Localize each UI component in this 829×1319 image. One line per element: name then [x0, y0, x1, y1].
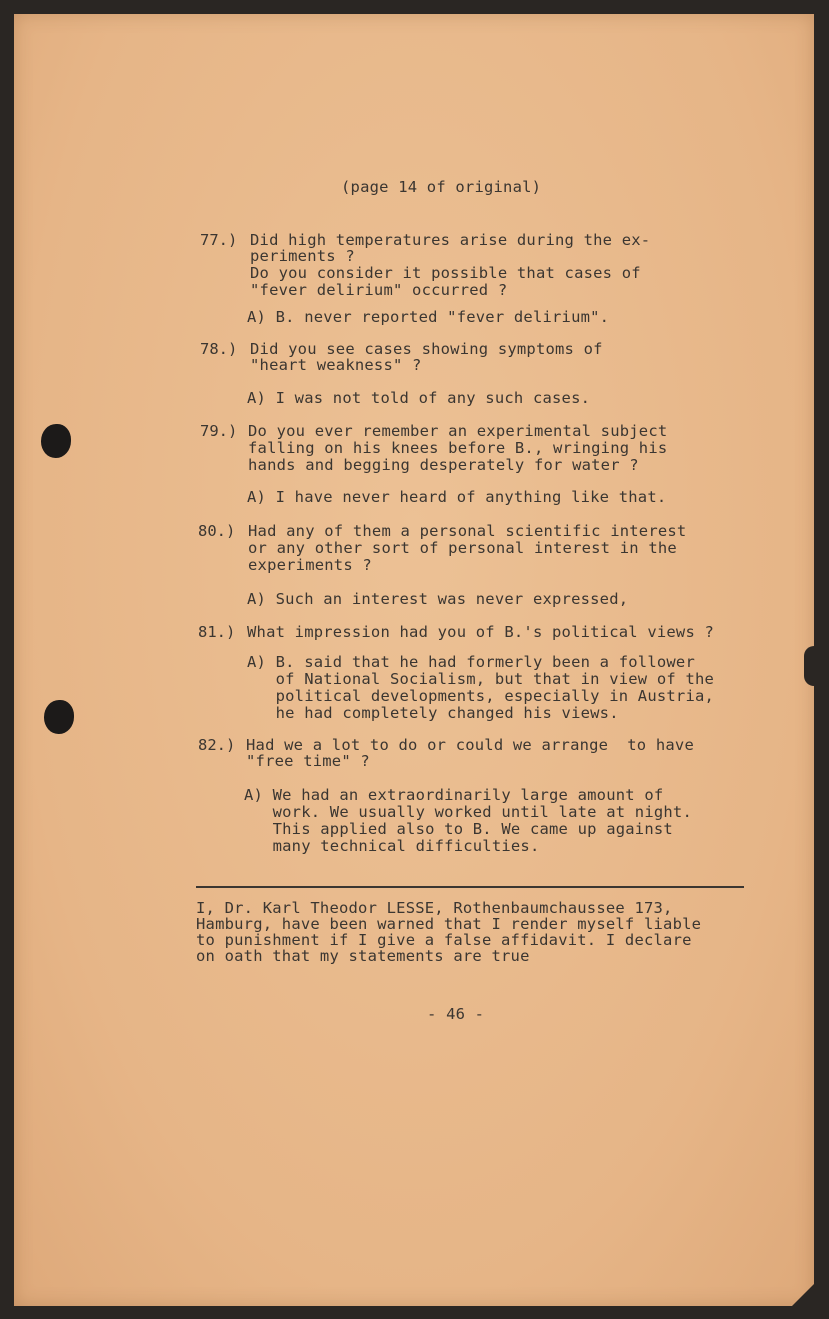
- question-line: experiments ?: [248, 556, 372, 574]
- answer-line: political developments, especially in Austria,: [247, 687, 715, 705]
- answer-line: he had completely changed his views.: [247, 704, 619, 722]
- punch-hole-top: [41, 424, 71, 458]
- question-line: Did high temperatures arise during the ex-: [250, 231, 651, 249]
- question-line: hands and begging desperately for water ?: [248, 456, 639, 474]
- question-line: Had we a lot to do or could we arrange to have: [246, 736, 694, 754]
- question-number: 79.): [200, 422, 238, 440]
- question-line: "fever delirium" occurred ?: [250, 281, 508, 299]
- question-number: 81.): [198, 623, 236, 641]
- question-line: "heart weakness" ?: [250, 356, 422, 374]
- affidavit-line: Hamburg, have been warned that I render myself liable: [196, 915, 702, 933]
- answer-line: A) I was not told of any such cases.: [247, 389, 591, 407]
- answer-line: work. We usually worked until late at night.: [244, 803, 692, 821]
- answer-line: A) Such an interest was never expressed,: [247, 590, 629, 608]
- question-line: "free time" ?: [246, 752, 370, 770]
- answer-line: A) B. said that he had formerly been a follower: [247, 653, 695, 671]
- question-line: Had any of them a personal scientific interest: [248, 522, 687, 540]
- question-line: Do you ever remember an experimental subject: [248, 422, 668, 440]
- affidavit-line: I, Dr. Karl Theodor LESSE, Rothenbaumchaussee 173,: [196, 899, 673, 917]
- answer-line: many technical difficulties.: [244, 837, 540, 855]
- answer-line: A) B. never reported "fever delirium".: [247, 308, 610, 326]
- answer-line: A) I have never heard of anything like that.: [247, 488, 667, 506]
- page-number: - 46 -: [427, 1005, 485, 1023]
- question-number: 80.): [198, 522, 236, 540]
- question-number: 78.): [200, 340, 238, 358]
- punch-hole-bottom: [44, 700, 74, 734]
- answer-line: A) We had an extraordinarily large amount of: [244, 786, 664, 804]
- question-line: or any other sort of personal interest in the: [248, 539, 677, 557]
- affidavit-line: on oath that my statements are true: [196, 947, 530, 965]
- page-header: (page 14 of original): [341, 178, 542, 196]
- answer-line: of National Socialism, but that in view of the: [247, 670, 715, 688]
- question-number: 77.): [200, 231, 238, 249]
- question-line: What impression had you of B.'s political views ?: [247, 623, 715, 641]
- question-line: Did you see cases showing symptoms of: [250, 340, 603, 358]
- torn-corner: [792, 1284, 814, 1306]
- question-line: falling on his knees before B., wringing his: [248, 439, 668, 457]
- affidavit-line: to punishment if I give a false affidavit. I declare: [196, 931, 692, 949]
- answer-line: This applied also to B. We came up against: [244, 820, 673, 838]
- question-line: Do you consider it possible that cases of: [250, 264, 641, 282]
- question-number: 82.): [198, 736, 236, 754]
- question-line: periments ?: [250, 247, 355, 265]
- separator-rule: [196, 886, 744, 888]
- edge-notch: [804, 646, 814, 686]
